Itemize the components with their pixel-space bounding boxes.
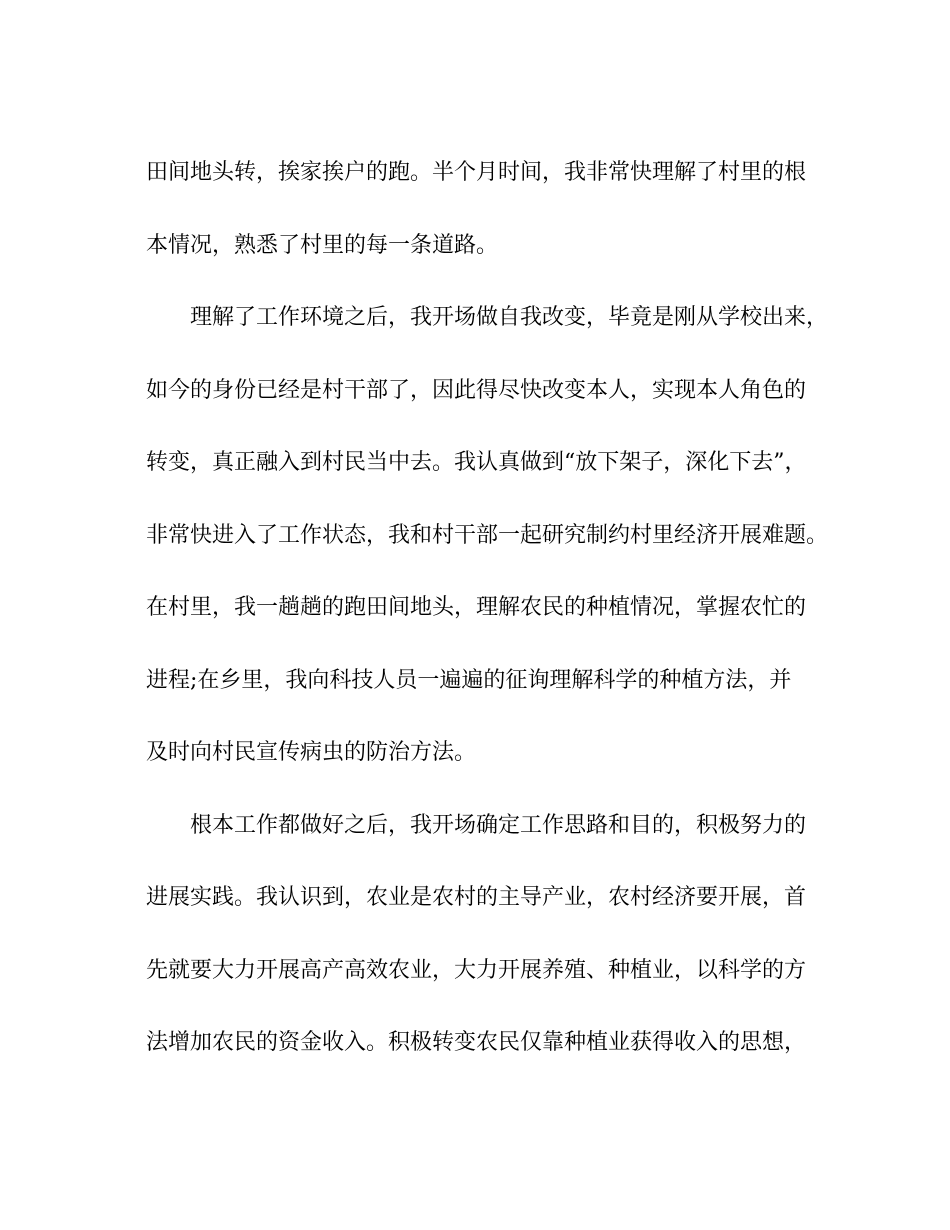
text-line: 进程;在乡里，我向科技人员一遍遍的征询理解科学的种植方法，并 <box>146 667 792 693</box>
text-line: 本情况，熟悉了村里的每一条道路。 <box>146 232 499 258</box>
paragraph-start-line: 理解了工作环境之后，我开场做自我改变，毕竟是刚从学校出来， <box>190 305 829 330</box>
text-line: 非常快进入了工作状态，我和村干部一起研究制约村里经济开展难题。 <box>146 522 829 548</box>
text-line: 田间地头转，挨家挨户的跑。半个月时间，我非常快理解了村里的根 <box>146 160 807 185</box>
text-line: 进展实践。我认识到，农业是农村的主导产业，农村经济要开展，首 <box>146 885 807 910</box>
body-text <box>146 137 829 1080</box>
text-line: 法增加农民的资金收入。积极转变农民仅靠种植业获得收入的思想， <box>146 1030 807 1055</box>
text-line: 及时向村民宣传病虫的防治方法。 <box>146 740 477 765</box>
paragraph-start-line: 根本工作都做好之后，我开场确定工作思路和目的，积极努力的 <box>190 812 807 838</box>
text-line: 先就要大力开展高产高效农业，大力开展养殖、种植业，以科学的方 <box>146 957 807 983</box>
text-line: 转变，真正融入到村民当中去。我认真做到“放下架子，深化下去”， <box>146 450 807 475</box>
text-line: 在村里，我一趟趟的跑田间地头，理解农民的种植情况，掌握农忙的 <box>146 595 807 620</box>
text-line: 如今的身份已经是村干部了，因此得尽快改变本人，实现本人角色的 <box>146 377 807 403</box>
